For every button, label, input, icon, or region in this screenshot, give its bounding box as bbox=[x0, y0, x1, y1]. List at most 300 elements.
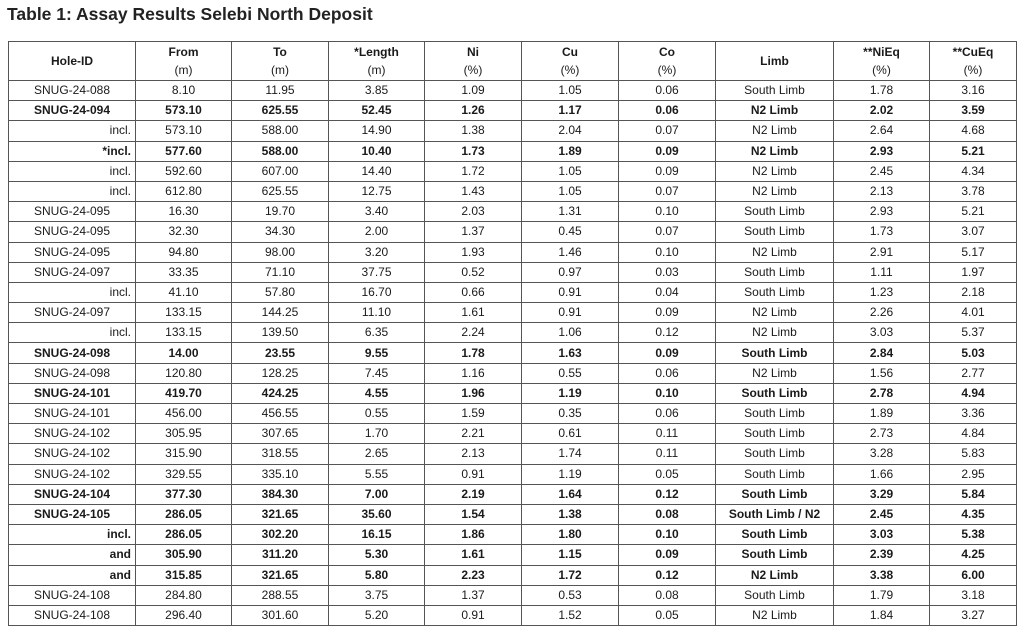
length-cell: 16.15 bbox=[329, 525, 425, 545]
cueq-cell: 4.84 bbox=[930, 424, 1017, 444]
header-from: From (m) bbox=[136, 42, 232, 81]
co-cell: 0.10 bbox=[619, 383, 716, 403]
ni-cell: 2.21 bbox=[425, 424, 522, 444]
hole-id-cell: SNUG-24-104 bbox=[9, 484, 136, 504]
co-cell: 0.08 bbox=[619, 585, 716, 605]
to-cell: 321.65 bbox=[232, 504, 329, 524]
ni-cell: 1.43 bbox=[425, 181, 522, 201]
from-cell: 16.30 bbox=[136, 202, 232, 222]
ni-cell: 1.09 bbox=[425, 81, 522, 101]
hole-id-cell: SNUG-24-098 bbox=[9, 363, 136, 383]
nieq-cell: 1.89 bbox=[834, 404, 930, 424]
table-row bbox=[9, 504, 1017, 524]
nieq-cell: 2.64 bbox=[834, 121, 930, 141]
from-cell: 329.55 bbox=[136, 464, 232, 484]
co-cell: 0.08 bbox=[619, 504, 716, 524]
nieq-cell: 2.45 bbox=[834, 504, 930, 524]
hole-id-cell: and bbox=[9, 565, 136, 585]
table-row bbox=[9, 565, 1017, 585]
nieq-cell: 3.29 bbox=[834, 484, 930, 504]
cueq-cell: 5.38 bbox=[930, 525, 1017, 545]
hole-id-cell: incl. bbox=[9, 121, 136, 141]
cueq-cell: 4.25 bbox=[930, 545, 1017, 565]
ni-cell: 2.19 bbox=[425, 484, 522, 504]
hole-id-cell: SNUG-24-095 bbox=[9, 202, 136, 222]
ni-cell: 0.52 bbox=[425, 262, 522, 282]
hole-id-cell: *incl. bbox=[9, 141, 136, 161]
length-cell: 5.20 bbox=[329, 605, 425, 625]
co-cell: 0.11 bbox=[619, 444, 716, 464]
hole-id-cell: SNUG-24-102 bbox=[9, 464, 136, 484]
to-cell: 311.20 bbox=[232, 545, 329, 565]
length-cell: 16.70 bbox=[329, 282, 425, 302]
from-cell: 315.90 bbox=[136, 444, 232, 464]
cueq-cell: 2.77 bbox=[930, 363, 1017, 383]
cu-cell: 1.19 bbox=[522, 464, 619, 484]
from-cell: 8.10 bbox=[136, 81, 232, 101]
ni-cell: 1.86 bbox=[425, 525, 522, 545]
from-cell: 456.00 bbox=[136, 404, 232, 424]
from-cell: 120.80 bbox=[136, 363, 232, 383]
nieq-cell: 1.84 bbox=[834, 605, 930, 625]
to-cell: 335.10 bbox=[232, 464, 329, 484]
co-cell: 0.07 bbox=[619, 181, 716, 201]
nieq-cell: 2.93 bbox=[834, 202, 930, 222]
limb-cell: N2 Limb bbox=[716, 121, 834, 141]
from-cell: 573.10 bbox=[136, 121, 232, 141]
cueq-cell: 5.21 bbox=[930, 202, 1017, 222]
cueq-cell: 5.84 bbox=[930, 484, 1017, 504]
length-cell: 3.85 bbox=[329, 81, 425, 101]
header-row bbox=[9, 42, 1017, 81]
from-cell: 592.60 bbox=[136, 161, 232, 181]
co-cell: 0.10 bbox=[619, 202, 716, 222]
cu-cell: 0.55 bbox=[522, 363, 619, 383]
nieq-cell: 1.23 bbox=[834, 282, 930, 302]
co-cell: 0.09 bbox=[619, 545, 716, 565]
limb-cell: South Limb bbox=[716, 222, 834, 242]
length-cell: 35.60 bbox=[329, 504, 425, 524]
limb-cell: South Limb bbox=[716, 585, 834, 605]
table-row bbox=[9, 525, 1017, 545]
table-row bbox=[9, 605, 1017, 625]
to-cell: 384.30 bbox=[232, 484, 329, 504]
ni-cell: 1.16 bbox=[425, 363, 522, 383]
cu-cell: 1.38 bbox=[522, 504, 619, 524]
from-cell: 94.80 bbox=[136, 242, 232, 262]
hole-id-cell: SNUG-24-097 bbox=[9, 262, 136, 282]
ni-cell: 1.72 bbox=[425, 161, 522, 181]
cueq-cell: 2.95 bbox=[930, 464, 1017, 484]
ni-cell: 1.96 bbox=[425, 383, 522, 403]
ni-cell: 1.59 bbox=[425, 404, 522, 424]
cu-cell: 1.31 bbox=[522, 202, 619, 222]
nieq-cell: 1.11 bbox=[834, 262, 930, 282]
length-cell: 6.35 bbox=[329, 323, 425, 343]
length-cell: 9.55 bbox=[329, 343, 425, 363]
cueq-cell: 3.27 bbox=[930, 605, 1017, 625]
to-cell: 23.55 bbox=[232, 343, 329, 363]
to-cell: 57.80 bbox=[232, 282, 329, 302]
from-cell: 573.10 bbox=[136, 101, 232, 121]
limb-cell: N2 Limb bbox=[716, 605, 834, 625]
hole-id-cell: SNUG-24-102 bbox=[9, 424, 136, 444]
hole-id-cell: SNUG-24-101 bbox=[9, 383, 136, 403]
co-cell: 0.05 bbox=[619, 605, 716, 625]
co-cell: 0.11 bbox=[619, 424, 716, 444]
length-cell: 7.45 bbox=[329, 363, 425, 383]
from-cell: 577.60 bbox=[136, 141, 232, 161]
length-cell: 12.75 bbox=[329, 181, 425, 201]
cu-cell: 1.52 bbox=[522, 605, 619, 625]
cu-cell: 0.91 bbox=[522, 303, 619, 323]
from-cell: 41.10 bbox=[136, 282, 232, 302]
header-co: Co (%) bbox=[619, 42, 716, 81]
to-cell: 34.30 bbox=[232, 222, 329, 242]
co-cell: 0.09 bbox=[619, 343, 716, 363]
hole-id-cell: SNUG-24-102 bbox=[9, 444, 136, 464]
ni-cell: 1.61 bbox=[425, 303, 522, 323]
limb-cell: N2 Limb bbox=[716, 565, 834, 585]
cu-cell: 0.97 bbox=[522, 262, 619, 282]
cueq-cell: 5.37 bbox=[930, 323, 1017, 343]
co-cell: 0.12 bbox=[619, 323, 716, 343]
cu-cell: 1.05 bbox=[522, 81, 619, 101]
cueq-cell: 5.83 bbox=[930, 444, 1017, 464]
limb-cell: South Limb bbox=[716, 383, 834, 403]
limb-cell: N2 Limb bbox=[716, 303, 834, 323]
table-row bbox=[9, 404, 1017, 424]
hole-id-cell: SNUG-24-097 bbox=[9, 303, 136, 323]
limb-cell: N2 Limb bbox=[716, 101, 834, 121]
nieq-cell: 2.84 bbox=[834, 343, 930, 363]
to-cell: 301.60 bbox=[232, 605, 329, 625]
nieq-cell: 2.91 bbox=[834, 242, 930, 262]
to-cell: 607.00 bbox=[232, 161, 329, 181]
limb-cell: N2 Limb bbox=[716, 161, 834, 181]
co-cell: 0.05 bbox=[619, 464, 716, 484]
limb-cell: N2 Limb bbox=[716, 363, 834, 383]
cu-cell: 0.45 bbox=[522, 222, 619, 242]
co-cell: 0.10 bbox=[619, 242, 716, 262]
hole-id-cell: SNUG-24-088 bbox=[9, 81, 136, 101]
length-cell: 37.75 bbox=[329, 262, 425, 282]
table-row bbox=[9, 282, 1017, 302]
length-cell: 14.90 bbox=[329, 121, 425, 141]
to-cell: 318.55 bbox=[232, 444, 329, 464]
table-body bbox=[9, 81, 1017, 626]
hole-id-cell: incl. bbox=[9, 323, 136, 343]
cu-cell: 1.05 bbox=[522, 161, 619, 181]
hole-id-cell: incl. bbox=[9, 525, 136, 545]
table-row bbox=[9, 161, 1017, 181]
ni-cell: 1.78 bbox=[425, 343, 522, 363]
length-cell: 14.40 bbox=[329, 161, 425, 181]
from-cell: 133.15 bbox=[136, 323, 232, 343]
co-cell: 0.09 bbox=[619, 303, 716, 323]
length-cell: 1.70 bbox=[329, 424, 425, 444]
ni-cell: 1.37 bbox=[425, 585, 522, 605]
from-cell: 133.15 bbox=[136, 303, 232, 323]
hole-id-cell: SNUG-24-105 bbox=[9, 504, 136, 524]
header-ni: Ni (%) bbox=[425, 42, 522, 81]
limb-cell: South Limb bbox=[716, 545, 834, 565]
limb-cell: South Limb bbox=[716, 282, 834, 302]
table-row bbox=[9, 585, 1017, 605]
cueq-cell: 2.18 bbox=[930, 282, 1017, 302]
table-row bbox=[9, 202, 1017, 222]
co-cell: 0.06 bbox=[619, 101, 716, 121]
from-cell: 419.70 bbox=[136, 383, 232, 403]
ni-cell: 0.91 bbox=[425, 464, 522, 484]
header-limb: Limb bbox=[716, 42, 834, 81]
ni-cell: 1.54 bbox=[425, 504, 522, 524]
nieq-cell: 3.03 bbox=[834, 323, 930, 343]
nieq-cell: 2.26 bbox=[834, 303, 930, 323]
length-cell: 10.40 bbox=[329, 141, 425, 161]
nieq-cell: 2.93 bbox=[834, 141, 930, 161]
hole-id-cell: SNUG-24-108 bbox=[9, 605, 136, 625]
co-cell: 0.03 bbox=[619, 262, 716, 282]
cu-cell: 0.91 bbox=[522, 282, 619, 302]
hole-id-cell: SNUG-24-108 bbox=[9, 585, 136, 605]
ni-cell: 1.93 bbox=[425, 242, 522, 262]
table-title: Table 1: Assay Results Selebi North Deposit bbox=[7, 4, 373, 24]
cueq-cell: 6.00 bbox=[930, 565, 1017, 585]
table-row bbox=[9, 444, 1017, 464]
to-cell: 128.25 bbox=[232, 363, 329, 383]
hole-id-cell: incl. bbox=[9, 282, 136, 302]
limb-cell: N2 Limb bbox=[716, 181, 834, 201]
ni-cell: 1.26 bbox=[425, 101, 522, 121]
to-cell: 302.20 bbox=[232, 525, 329, 545]
cueq-cell: 5.03 bbox=[930, 343, 1017, 363]
cueq-cell: 4.34 bbox=[930, 161, 1017, 181]
ni-cell: 2.03 bbox=[425, 202, 522, 222]
nieq-cell: 2.39 bbox=[834, 545, 930, 565]
cu-cell: 1.05 bbox=[522, 181, 619, 201]
ni-cell: 1.37 bbox=[425, 222, 522, 242]
to-cell: 19.70 bbox=[232, 202, 329, 222]
table-row bbox=[9, 81, 1017, 101]
to-cell: 11.95 bbox=[232, 81, 329, 101]
cueq-cell: 1.97 bbox=[930, 262, 1017, 282]
limb-cell: N2 Limb bbox=[716, 323, 834, 343]
limb-cell: South Limb bbox=[716, 444, 834, 464]
co-cell: 0.04 bbox=[619, 282, 716, 302]
to-cell: 625.55 bbox=[232, 181, 329, 201]
length-cell: 3.75 bbox=[329, 585, 425, 605]
length-cell: 3.20 bbox=[329, 242, 425, 262]
from-cell: 305.90 bbox=[136, 545, 232, 565]
nieq-cell: 2.13 bbox=[834, 181, 930, 201]
table-row bbox=[9, 545, 1017, 565]
limb-cell: South Limb / N2 bbox=[716, 504, 834, 524]
cu-cell: 1.72 bbox=[522, 565, 619, 585]
cueq-cell: 4.01 bbox=[930, 303, 1017, 323]
to-cell: 588.00 bbox=[232, 141, 329, 161]
length-cell: 5.55 bbox=[329, 464, 425, 484]
length-cell: 2.65 bbox=[329, 444, 425, 464]
table-row bbox=[9, 141, 1017, 161]
limb-cell: South Limb bbox=[716, 404, 834, 424]
cu-cell: 2.04 bbox=[522, 121, 619, 141]
cu-cell: 0.53 bbox=[522, 585, 619, 605]
length-cell: 2.00 bbox=[329, 222, 425, 242]
nieq-cell: 1.79 bbox=[834, 585, 930, 605]
ni-cell: 0.66 bbox=[425, 282, 522, 302]
from-cell: 284.80 bbox=[136, 585, 232, 605]
cueq-cell: 4.35 bbox=[930, 504, 1017, 524]
length-cell: 11.10 bbox=[329, 303, 425, 323]
table-row bbox=[9, 242, 1017, 262]
limb-cell: South Limb bbox=[716, 343, 834, 363]
co-cell: 0.12 bbox=[619, 565, 716, 585]
hole-id-cell: SNUG-24-098 bbox=[9, 343, 136, 363]
table-row bbox=[9, 424, 1017, 444]
cueq-cell: 5.17 bbox=[930, 242, 1017, 262]
hole-id-cell: and bbox=[9, 545, 136, 565]
to-cell: 139.50 bbox=[232, 323, 329, 343]
length-cell: 3.40 bbox=[329, 202, 425, 222]
hole-id-cell: SNUG-24-095 bbox=[9, 242, 136, 262]
cu-cell: 1.19 bbox=[522, 383, 619, 403]
table-row bbox=[9, 484, 1017, 504]
to-cell: 321.65 bbox=[232, 565, 329, 585]
nieq-cell: 3.38 bbox=[834, 565, 930, 585]
ni-cell: 2.23 bbox=[425, 565, 522, 585]
table-row bbox=[9, 383, 1017, 403]
cu-cell: 1.64 bbox=[522, 484, 619, 504]
co-cell: 0.06 bbox=[619, 81, 716, 101]
cueq-cell: 3.59 bbox=[930, 101, 1017, 121]
ni-cell: 2.13 bbox=[425, 444, 522, 464]
co-cell: 0.06 bbox=[619, 363, 716, 383]
from-cell: 377.30 bbox=[136, 484, 232, 504]
length-cell: 7.00 bbox=[329, 484, 425, 504]
cueq-cell: 4.94 bbox=[930, 383, 1017, 403]
to-cell: 625.55 bbox=[232, 101, 329, 121]
cueq-cell: 3.18 bbox=[930, 585, 1017, 605]
header-cueq: **CuEq (%) bbox=[930, 42, 1017, 81]
hole-id-cell: incl. bbox=[9, 161, 136, 181]
limb-cell: South Limb bbox=[716, 81, 834, 101]
header-length: *Length (m) bbox=[329, 42, 425, 81]
cueq-cell: 5.21 bbox=[930, 141, 1017, 161]
co-cell: 0.06 bbox=[619, 404, 716, 424]
cu-cell: 1.80 bbox=[522, 525, 619, 545]
co-cell: 0.10 bbox=[619, 525, 716, 545]
from-cell: 612.80 bbox=[136, 181, 232, 201]
limb-cell: South Limb bbox=[716, 464, 834, 484]
table-row bbox=[9, 464, 1017, 484]
table-row bbox=[9, 121, 1017, 141]
table-row bbox=[9, 181, 1017, 201]
header-to: To (m) bbox=[232, 42, 329, 81]
from-cell: 32.30 bbox=[136, 222, 232, 242]
table-row bbox=[9, 323, 1017, 343]
cu-cell: 0.35 bbox=[522, 404, 619, 424]
nieq-cell: 1.66 bbox=[834, 464, 930, 484]
nieq-cell: 2.73 bbox=[834, 424, 930, 444]
cueq-cell: 4.68 bbox=[930, 121, 1017, 141]
limb-cell: South Limb bbox=[716, 202, 834, 222]
cu-cell: 1.06 bbox=[522, 323, 619, 343]
table-row bbox=[9, 262, 1017, 282]
length-cell: 5.80 bbox=[329, 565, 425, 585]
length-cell: 52.45 bbox=[329, 101, 425, 121]
length-cell: 0.55 bbox=[329, 404, 425, 424]
limb-cell: N2 Limb bbox=[716, 141, 834, 161]
assay-results-table bbox=[8, 41, 1017, 626]
hole-id-cell: SNUG-24-094 bbox=[9, 101, 136, 121]
to-cell: 588.00 bbox=[232, 121, 329, 141]
cu-cell: 1.63 bbox=[522, 343, 619, 363]
length-cell: 5.30 bbox=[329, 545, 425, 565]
co-cell: 0.09 bbox=[619, 141, 716, 161]
limb-cell: N2 Limb bbox=[716, 242, 834, 262]
header-cu: Cu (%) bbox=[522, 42, 619, 81]
header-nieq: **NiEq (%) bbox=[834, 42, 930, 81]
ni-cell: 1.38 bbox=[425, 121, 522, 141]
to-cell: 288.55 bbox=[232, 585, 329, 605]
from-cell: 296.40 bbox=[136, 605, 232, 625]
nieq-cell: 1.56 bbox=[834, 363, 930, 383]
to-cell: 98.00 bbox=[232, 242, 329, 262]
limb-cell: South Limb bbox=[716, 484, 834, 504]
to-cell: 71.10 bbox=[232, 262, 329, 282]
from-cell: 286.05 bbox=[136, 504, 232, 524]
table-row bbox=[9, 363, 1017, 383]
cueq-cell: 3.07 bbox=[930, 222, 1017, 242]
limb-cell: South Limb bbox=[716, 424, 834, 444]
cu-cell: 1.15 bbox=[522, 545, 619, 565]
cu-cell: 1.17 bbox=[522, 101, 619, 121]
cu-cell: 1.89 bbox=[522, 141, 619, 161]
from-cell: 286.05 bbox=[136, 525, 232, 545]
cueq-cell: 3.78 bbox=[930, 181, 1017, 201]
nieq-cell: 2.78 bbox=[834, 383, 930, 403]
nieq-cell: 3.28 bbox=[834, 444, 930, 464]
nieq-cell: 1.73 bbox=[834, 222, 930, 242]
cu-cell: 0.61 bbox=[522, 424, 619, 444]
to-cell: 144.25 bbox=[232, 303, 329, 323]
from-cell: 33.35 bbox=[136, 262, 232, 282]
cueq-cell: 3.36 bbox=[930, 404, 1017, 424]
to-cell: 424.25 bbox=[232, 383, 329, 403]
from-cell: 315.85 bbox=[136, 565, 232, 585]
co-cell: 0.07 bbox=[619, 121, 716, 141]
from-cell: 14.00 bbox=[136, 343, 232, 363]
ni-cell: 1.73 bbox=[425, 141, 522, 161]
to-cell: 307.65 bbox=[232, 424, 329, 444]
table-row bbox=[9, 222, 1017, 242]
cu-cell: 1.46 bbox=[522, 242, 619, 262]
header-hole-id: Hole-ID bbox=[9, 42, 136, 81]
ni-cell: 0.91 bbox=[425, 605, 522, 625]
to-cell: 456.55 bbox=[232, 404, 329, 424]
cueq-cell: 3.16 bbox=[930, 81, 1017, 101]
nieq-cell: 2.02 bbox=[834, 101, 930, 121]
from-cell: 305.95 bbox=[136, 424, 232, 444]
table-row bbox=[9, 303, 1017, 323]
cu-cell: 1.74 bbox=[522, 444, 619, 464]
nieq-cell: 1.78 bbox=[834, 81, 930, 101]
nieq-cell: 2.45 bbox=[834, 161, 930, 181]
hole-id-cell: SNUG-24-101 bbox=[9, 404, 136, 424]
limb-cell: South Limb bbox=[716, 262, 834, 282]
co-cell: 0.12 bbox=[619, 484, 716, 504]
